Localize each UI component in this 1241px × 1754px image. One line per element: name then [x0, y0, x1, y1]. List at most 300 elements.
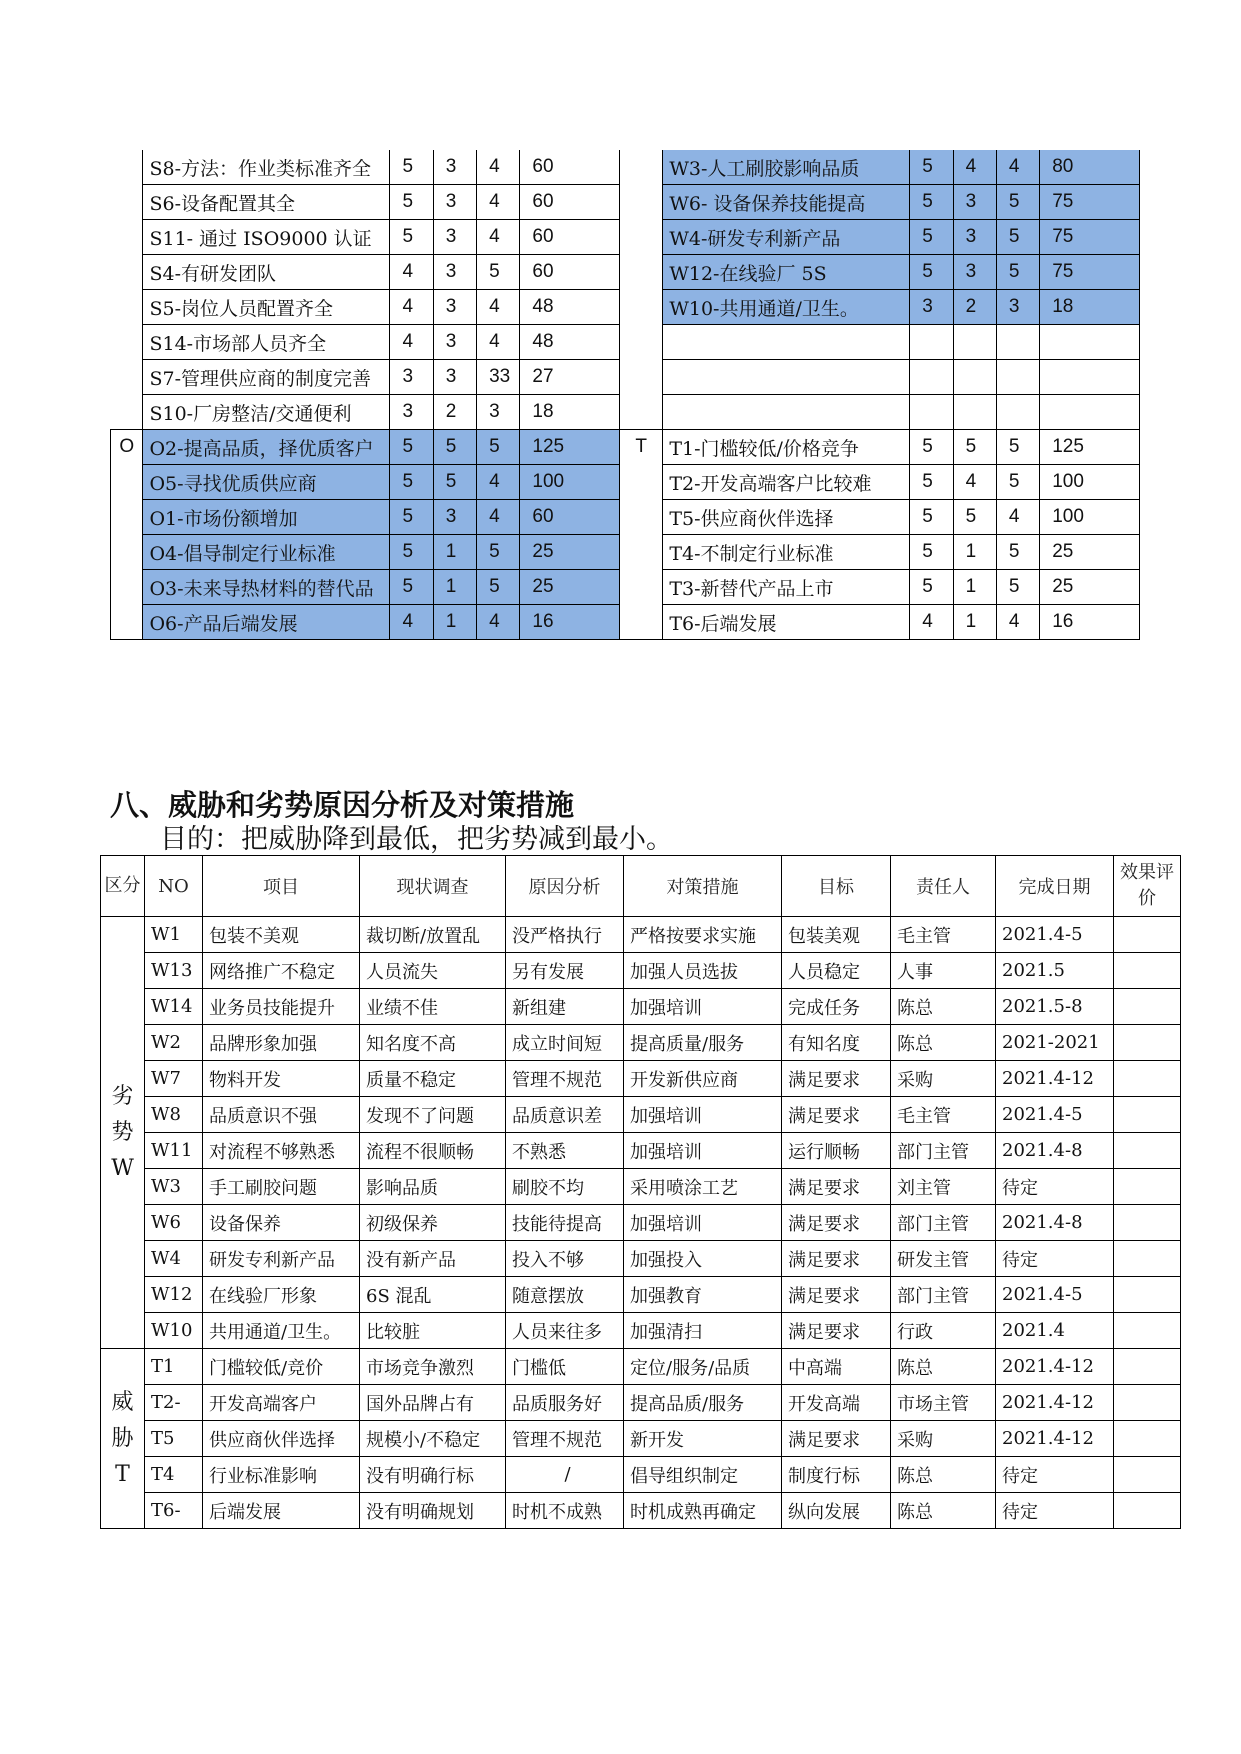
swot-score: 3	[953, 185, 996, 220]
cell-status: 市场竞争激烈	[360, 1349, 506, 1385]
table-row	[101, 1385, 1181, 1421]
swot-score: 4	[390, 605, 433, 640]
swot-item-label: T3-新替代产品上市	[663, 570, 910, 605]
swot-item-label: O2-提高品质，择优质客户	[143, 430, 390, 465]
cell-date: 2021.4-12	[996, 1349, 1114, 1385]
cell-measure: 提高质量/服务	[624, 1025, 782, 1061]
swot-item-label: S5-岗位人员配置齐全	[143, 290, 390, 325]
swot-score: 5	[390, 430, 433, 465]
swot-row	[111, 500, 1140, 535]
cell-no: W12	[145, 1277, 203, 1313]
swot-score: 2	[433, 395, 476, 430]
cell-eval	[1114, 1241, 1181, 1277]
cell-item: 业务员技能提升	[203, 989, 360, 1025]
cell-item: 对流程不够熟悉	[203, 1133, 360, 1169]
swot-score: 4	[953, 150, 996, 185]
swot-score: 2	[953, 290, 996, 325]
swot-score: 27	[520, 360, 620, 395]
cell-no: T4	[145, 1457, 203, 1493]
cell-status: 比较脏	[360, 1313, 506, 1349]
section-title: 八、威胁和劣势原因分析及对策措施	[110, 788, 575, 822]
swot-item-label: S10-厂房整洁/交通便利	[143, 395, 390, 430]
right-category-cell	[620, 500, 663, 535]
swot-item-label: S4-有研发团队	[143, 255, 390, 290]
swot-score: 4	[996, 605, 1039, 640]
left-category-cell	[111, 255, 143, 290]
cell-status: 没有明确规划	[360, 1493, 506, 1529]
swot-score: 3	[433, 290, 476, 325]
cell-measure: 加强教育	[624, 1277, 782, 1313]
swot-score: 18	[520, 395, 620, 430]
swot-score: 75	[1040, 185, 1140, 220]
left-category-cell	[111, 185, 143, 220]
cell-cause: 技能待提高	[506, 1205, 624, 1241]
swot-row	[111, 255, 1140, 290]
cell-measure: 加强人员选拔	[624, 953, 782, 989]
swot-score: 1	[953, 535, 996, 570]
table-row	[101, 1205, 1181, 1241]
cell-date: 2021.4-5	[996, 1097, 1114, 1133]
cell-no: W13	[145, 953, 203, 989]
cell-owner: 陈总	[891, 1349, 996, 1385]
cell-status: 6S 混乱	[360, 1277, 506, 1313]
cell-cause: 另有发展	[506, 953, 624, 989]
cell-status: 影响品质	[360, 1169, 506, 1205]
cell-measure: 加强清扫	[624, 1313, 782, 1349]
cell-item: 手工刷胶问题	[203, 1169, 360, 1205]
cell-eval	[1114, 1421, 1181, 1457]
cell-item: 设备保养	[203, 1205, 360, 1241]
header-cell: 原因分析	[506, 856, 624, 917]
table-row	[101, 1313, 1181, 1349]
cell-owner: 毛主管	[891, 1097, 996, 1133]
cell-goal: 制度行标	[782, 1457, 891, 1493]
cell-owner: 采购	[891, 1421, 996, 1457]
swot-score: 5	[390, 535, 433, 570]
swot-item-label: O4-倡导制定行业标准	[143, 535, 390, 570]
cell-cause: 新组建	[506, 989, 624, 1025]
header-cell: 目标	[782, 856, 891, 917]
cell-goal: 满足要求	[782, 1097, 891, 1133]
left-category-cell: O	[111, 430, 143, 465]
swot-item-label	[663, 325, 910, 360]
swot-score: 5	[910, 465, 953, 500]
cell-item: 研发专利新产品	[203, 1241, 360, 1277]
cell-goal: 人员稳定	[782, 953, 891, 989]
cell-owner: 人事	[891, 953, 996, 989]
section-purpose: 目的：把威胁降到最低，把劣势减到最小。	[160, 824, 673, 855]
cell-no: W8	[145, 1097, 203, 1133]
swot-score: 18	[1040, 290, 1140, 325]
table-row	[101, 1421, 1181, 1457]
swot-score: 5	[390, 500, 433, 535]
cell-status: 初级保养	[360, 1205, 506, 1241]
cell-date: 2021.4-8	[996, 1133, 1114, 1169]
cell-cause: 不熟悉	[506, 1133, 624, 1169]
cell-cause: 刷胶不均	[506, 1169, 624, 1205]
swot-item-label: S7-管理供应商的制度完善	[143, 360, 390, 395]
cell-owner: 毛主管	[891, 917, 996, 953]
cell-no: T2-	[145, 1385, 203, 1421]
swot-score: 5	[996, 255, 1039, 290]
swot-item-label: T6-后端发展	[663, 605, 910, 640]
swot-score: 5	[390, 465, 433, 500]
cell-no: W1	[145, 917, 203, 953]
header-cell: 责任人	[891, 856, 996, 917]
cell-no: W4	[145, 1241, 203, 1277]
swot-row	[111, 535, 1140, 570]
swot-item-label: S11- 通过 ISO9000 认证	[143, 220, 390, 255]
cell-date: 待定	[996, 1457, 1114, 1493]
swot-score: 75	[1040, 220, 1140, 255]
cell-owner: 陈总	[891, 989, 996, 1025]
cell-no: T1	[145, 1349, 203, 1385]
table-row	[101, 1133, 1181, 1169]
cell-owner: 市场主管	[891, 1385, 996, 1421]
cell-goal: 满足要求	[782, 1421, 891, 1457]
cell-eval	[1114, 1025, 1181, 1061]
cell-status: 规模小/不稳定	[360, 1421, 506, 1457]
cell-eval	[1114, 1349, 1181, 1385]
cell-measure: 加强投入	[624, 1241, 782, 1277]
swot-score	[996, 360, 1039, 395]
cell-eval	[1114, 917, 1181, 953]
cell-no: W6	[145, 1205, 203, 1241]
cell-cause: 随意摆放	[506, 1277, 624, 1313]
cell-eval	[1114, 1169, 1181, 1205]
swot-score: 3	[477, 395, 520, 430]
swot-score: 60	[520, 500, 620, 535]
cell-item: 在线验厂形象	[203, 1277, 360, 1313]
swot-score: 1	[953, 605, 996, 640]
cell-no: W7	[145, 1061, 203, 1097]
cell-goal: 运行顺畅	[782, 1133, 891, 1169]
swot-row	[111, 220, 1140, 255]
swot-score: 3	[390, 360, 433, 395]
swot-score	[910, 325, 953, 360]
swot-score: 5	[953, 500, 996, 535]
cell-owner: 部门主管	[891, 1205, 996, 1241]
header-cell: 项目	[203, 856, 360, 917]
swot-score: 4	[390, 290, 433, 325]
cell-item: 后端发展	[203, 1493, 360, 1529]
cell-cause: /	[506, 1457, 624, 1493]
cell-goal: 开发高端	[782, 1385, 891, 1421]
cell-goal: 满足要求	[782, 1205, 891, 1241]
cell-date: 2021.5	[996, 953, 1114, 989]
swot-item-label: S6-设备配置其全	[143, 185, 390, 220]
swot-score: 5	[996, 570, 1039, 605]
swot-score: 4	[390, 325, 433, 360]
cell-cause: 管理不规范	[506, 1061, 624, 1097]
table-row	[101, 1169, 1181, 1205]
swot-score	[1040, 325, 1140, 360]
header-cell: 对策措施	[624, 856, 782, 917]
right-category-cell	[620, 465, 663, 500]
cell-status: 没有新产品	[360, 1241, 506, 1277]
cell-measure: 定位/服务/品质	[624, 1349, 782, 1385]
cell-goal: 完成任务	[782, 989, 891, 1025]
cell-cause: 管理不规范	[506, 1421, 624, 1457]
swot-score: 5	[910, 570, 953, 605]
swot-score: 4	[477, 325, 520, 360]
swot-score: 5	[910, 220, 953, 255]
header-cell: 现状调查	[360, 856, 506, 917]
cell-no: T6-	[145, 1493, 203, 1529]
swot-score	[953, 325, 996, 360]
cell-measure: 加强培训	[624, 1133, 782, 1169]
table-row	[101, 1241, 1181, 1277]
right-category-cell	[620, 395, 663, 430]
swot-score: 4	[390, 255, 433, 290]
swot-score: 4	[477, 500, 520, 535]
swot-item-label: O5-寻找优质供应商	[143, 465, 390, 500]
header-cell: NO	[145, 856, 203, 917]
swot-score: 4	[953, 465, 996, 500]
swot-score: 3	[433, 360, 476, 395]
swot-score: 100	[520, 465, 620, 500]
cell-date: 2021-2021	[996, 1025, 1114, 1061]
cell-eval	[1114, 1061, 1181, 1097]
cell-status: 国外品牌占有	[360, 1385, 506, 1421]
swot-score: 60	[520, 255, 620, 290]
swot-score: 16	[1040, 605, 1140, 640]
cell-item: 门槛较低/竞价	[203, 1349, 360, 1385]
right-category-cell	[620, 325, 663, 360]
cell-goal: 包装美观	[782, 917, 891, 953]
swot-score	[1040, 395, 1140, 430]
cell-status: 业绩不佳	[360, 989, 506, 1025]
table-row	[101, 1457, 1181, 1493]
swot-score: 3	[433, 255, 476, 290]
countermeasures-table	[100, 855, 1181, 1529]
swot-score: 1	[433, 570, 476, 605]
cell-goal: 满足要求	[782, 1061, 891, 1097]
swot-score: 16	[520, 605, 620, 640]
cell-date: 待定	[996, 1241, 1114, 1277]
swot-score: 5	[910, 185, 953, 220]
cell-item: 物料开发	[203, 1061, 360, 1097]
cell-goal: 满足要求	[782, 1277, 891, 1313]
cell-cause: 投入不够	[506, 1241, 624, 1277]
cell-measure: 采用喷涂工艺	[624, 1169, 782, 1205]
swot-score: 1	[433, 535, 476, 570]
swot-score: 5	[910, 255, 953, 290]
cell-status: 人员流失	[360, 953, 506, 989]
cell-date: 2021.4-5	[996, 917, 1114, 953]
swot-score	[1040, 360, 1140, 395]
swot-row	[111, 465, 1140, 500]
swot-score: 3	[433, 150, 476, 185]
swot-item-label: W10-共用通道/卫生。	[663, 290, 910, 325]
right-category-cell: T	[620, 430, 663, 465]
swot-item-label: T1-门槛较低/价格竞争	[663, 430, 910, 465]
cell-no: W10	[145, 1313, 203, 1349]
left-category-cell	[111, 465, 143, 500]
cell-date: 待定	[996, 1493, 1114, 1529]
cell-measure: 加强培训	[624, 1205, 782, 1241]
swot-row	[111, 290, 1140, 325]
swot-score: 5	[910, 535, 953, 570]
right-category-cell	[620, 220, 663, 255]
swot-score: 3	[953, 220, 996, 255]
swot-score: 80	[1040, 150, 1140, 185]
swot-score	[996, 395, 1039, 430]
swot-score: 60	[520, 220, 620, 255]
right-category-cell	[620, 605, 663, 640]
swot-item-label: O6-产品后端发展	[143, 605, 390, 640]
swot-score: 25	[1040, 535, 1140, 570]
left-category-cell	[111, 290, 143, 325]
cell-measure: 提高品质/服务	[624, 1385, 782, 1421]
swot-score: 4	[477, 220, 520, 255]
swot-score: 5	[433, 465, 476, 500]
swot-score: 3	[433, 325, 476, 360]
cell-goal: 中高端	[782, 1349, 891, 1385]
swot-score: 3	[996, 290, 1039, 325]
swot-score: 48	[520, 325, 620, 360]
cell-eval	[1114, 1385, 1181, 1421]
swot-score: 4	[477, 465, 520, 500]
table-row	[101, 953, 1181, 989]
cell-status: 质量不稳定	[360, 1061, 506, 1097]
swot-score	[910, 360, 953, 395]
table-row	[101, 1349, 1181, 1385]
cell-eval	[1114, 1133, 1181, 1169]
swot-score	[996, 325, 1039, 360]
swot-row	[111, 325, 1140, 360]
table-row	[101, 917, 1181, 953]
swot-row	[111, 430, 1140, 465]
cell-owner: 陈总	[891, 1025, 996, 1061]
cell-eval	[1114, 1205, 1181, 1241]
swot-score: 5	[953, 430, 996, 465]
cell-status: 没有明确行标	[360, 1457, 506, 1493]
swot-score: 4	[996, 150, 1039, 185]
table-row	[101, 1025, 1181, 1061]
swot-score: 100	[1040, 500, 1140, 535]
swot-score: 5	[477, 430, 520, 465]
left-category-cell	[111, 395, 143, 430]
header-cell: 完成日期	[996, 856, 1114, 917]
swot-score: 4	[477, 290, 520, 325]
header-cell: 效果评价	[1114, 856, 1181, 917]
right-category-cell	[620, 360, 663, 395]
table-row	[101, 1493, 1181, 1529]
swot-row	[111, 360, 1140, 395]
cell-item: 开发高端客户	[203, 1385, 360, 1421]
swot-row	[111, 570, 1140, 605]
swot-item-label: W3-人工刷胶影响品质	[663, 150, 910, 185]
cell-eval	[1114, 1277, 1181, 1313]
swot-score: 4	[477, 605, 520, 640]
cell-status: 裁切断/放置乱	[360, 917, 506, 953]
cell-date: 2021.4-12	[996, 1061, 1114, 1097]
swot-score: 33	[477, 360, 520, 395]
cell-no: W3	[145, 1169, 203, 1205]
cell-eval	[1114, 1097, 1181, 1133]
swot-score: 5	[996, 465, 1039, 500]
swot-score: 5	[910, 500, 953, 535]
swot-row	[111, 605, 1140, 640]
cell-eval	[1114, 1313, 1181, 1349]
cell-owner: 采购	[891, 1061, 996, 1097]
swot-score: 60	[520, 185, 620, 220]
swot-item-label: S14-市场部人员齐全	[143, 325, 390, 360]
swot-item-label: O1-市场份额增加	[143, 500, 390, 535]
cell-item: 品质意识不强	[203, 1097, 360, 1133]
swot-row	[111, 150, 1140, 185]
swot-score: 4	[910, 605, 953, 640]
swot-score: 75	[1040, 255, 1140, 290]
swot-score: 5	[996, 430, 1039, 465]
swot-score: 125	[520, 430, 620, 465]
swot-score: 100	[1040, 465, 1140, 500]
cell-status: 知名度不高	[360, 1025, 506, 1061]
table-row	[101, 1097, 1181, 1133]
swot-score: 3	[390, 395, 433, 430]
cell-measure: 加强培训	[624, 1097, 782, 1133]
swot-score: 4	[477, 150, 520, 185]
cell-date: 2021.4-12	[996, 1421, 1114, 1457]
cell-item: 共用通道/卫生。	[203, 1313, 360, 1349]
swot-score: 4	[477, 185, 520, 220]
cell-item: 供应商伙伴选择	[203, 1421, 360, 1457]
group-label: 劣势W	[101, 917, 145, 1349]
swot-score: 5	[390, 570, 433, 605]
swot-score: 5	[996, 185, 1039, 220]
left-category-cell	[111, 325, 143, 360]
swot-item-label: T5-供应商伙伴选择	[663, 500, 910, 535]
swot-score: 1	[433, 605, 476, 640]
cell-status: 发现不了问题	[360, 1097, 506, 1133]
table-row	[101, 1277, 1181, 1313]
cell-date: 2021.4-12	[996, 1385, 1114, 1421]
cell-goal: 满足要求	[782, 1169, 891, 1205]
cell-measure: 开发新供应商	[624, 1061, 782, 1097]
swot-score: 3	[910, 290, 953, 325]
left-category-cell	[111, 500, 143, 535]
cell-no: T5	[145, 1421, 203, 1457]
cell-measure: 倡导组织制定	[624, 1457, 782, 1493]
swot-score: 5	[996, 220, 1039, 255]
cell-cause: 人员来往多	[506, 1313, 624, 1349]
cell-date: 2021.4	[996, 1313, 1114, 1349]
table-row	[101, 1061, 1181, 1097]
right-category-cell	[620, 255, 663, 290]
swot-score: 5	[910, 150, 953, 185]
cell-item: 行业标准影响	[203, 1457, 360, 1493]
swot-item-label: T2-开发高端客户比较难	[663, 465, 910, 500]
cell-eval	[1114, 953, 1181, 989]
cell-owner: 陈总	[891, 1457, 996, 1493]
cell-cause: 时机不成熟	[506, 1493, 624, 1529]
cell-date: 2021.4-5	[996, 1277, 1114, 1313]
swot-score: 25	[1040, 570, 1140, 605]
cell-no: W2	[145, 1025, 203, 1061]
cell-eval	[1114, 989, 1181, 1025]
cell-cause: 门槛低	[506, 1349, 624, 1385]
header-row	[101, 856, 1181, 917]
cell-goal: 满足要求	[782, 1241, 891, 1277]
cell-owner: 行政	[891, 1313, 996, 1349]
cell-eval	[1114, 1493, 1181, 1529]
cell-date: 2021.5-8	[996, 989, 1114, 1025]
left-category-cell	[111, 150, 143, 185]
cell-goal: 有知名度	[782, 1025, 891, 1061]
cell-item: 网络推广不稳定	[203, 953, 360, 989]
swot-score: 5	[390, 150, 433, 185]
